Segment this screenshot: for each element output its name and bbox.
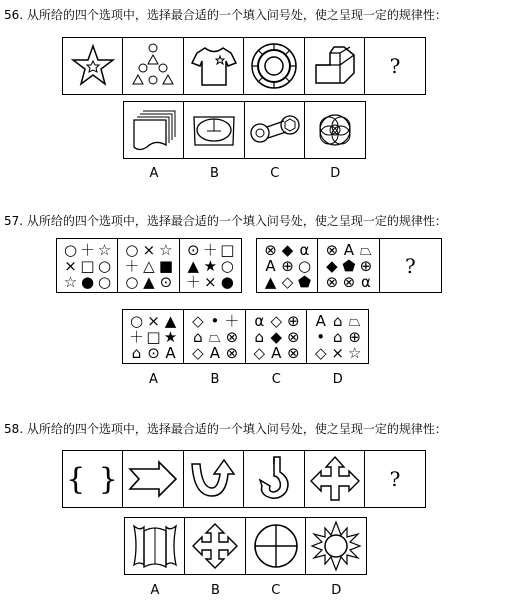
q57-option-a[interactable] [122, 309, 185, 364]
grid-symbol: ☆ [63, 272, 78, 291]
grid-symbol: ▲ [164, 311, 177, 330]
q56-sequence-row [62, 37, 426, 95]
u-turn-arrow-icon [188, 456, 240, 502]
grid-symbol: □ [220, 240, 235, 259]
four-way-arrow-icon [190, 521, 240, 571]
option-label-a: A [150, 583, 160, 598]
q56-cell-tshirt [183, 37, 245, 95]
grid-symbol: ＋ [202, 240, 218, 259]
grid-symbol: ⊗ [342, 272, 356, 291]
option-label-d: D [330, 166, 341, 181]
q58-cell-three-way-arrow [304, 450, 366, 508]
q58-option-c[interactable] [245, 517, 307, 575]
sun-icon [310, 520, 362, 572]
star-icon [70, 43, 116, 89]
grid-symbol: A [315, 311, 326, 330]
grid-symbol: ★ [163, 327, 178, 346]
grid-symbol: □ [146, 327, 161, 346]
grid-symbol: ＋ [185, 272, 201, 291]
grid-symbol: × [204, 272, 217, 291]
grid-symbol: ⏢ [208, 327, 221, 346]
grid-symbol: ■ [158, 256, 173, 275]
stacked-sheets-icon [129, 107, 179, 153]
q56-cell-question [364, 37, 426, 95]
tshirt-icon [189, 43, 239, 89]
three-way-arrow-icon [308, 454, 362, 504]
grid-symbol: ⊗ [287, 343, 300, 362]
q57-option-c[interactable] [245, 309, 308, 364]
grid-symbol: ⊙ [187, 240, 200, 259]
grid-symbol: A [265, 256, 276, 275]
question-mark: ? [404, 253, 416, 278]
q56-cell-solid-block [304, 37, 366, 95]
sink-icon [189, 107, 239, 153]
triangle-circle-pattern-icon [128, 42, 178, 90]
grid-symbol: ○ [63, 240, 78, 259]
grid-symbol: α [360, 272, 371, 291]
q56-option-d[interactable] [304, 101, 366, 159]
q57-option-d[interactable] [306, 309, 369, 364]
grid-symbol: A [271, 343, 282, 362]
grid-symbol: ◆ [270, 327, 283, 346]
grid-symbol: ● [220, 272, 234, 291]
option-label-b: B [210, 372, 220, 387]
option-label-b: B [209, 166, 219, 181]
grid-symbol: ○ [125, 272, 139, 291]
grid-symbol: ⏢ [359, 240, 372, 259]
grid-symbol: ⊕ [287, 311, 300, 330]
hook-icon [252, 454, 296, 504]
grid-symbol: ⏢ [348, 311, 361, 330]
option-label-c: C [270, 166, 280, 181]
grid-symbol: ⊗ [325, 240, 339, 259]
option-label-d: D [332, 372, 343, 387]
question-mark: ? [389, 467, 401, 491]
q57-sequence-row-right [256, 238, 442, 293]
grid-symbol: ○ [129, 311, 144, 330]
circle-cross-icon [251, 521, 301, 571]
question-number: 57. [4, 214, 24, 228]
grid-symbol: ◇ [192, 311, 204, 330]
q58-option-a[interactable] [124, 517, 186, 575]
q57-grid-2 [117, 238, 180, 293]
grid-symbol: α [254, 311, 265, 330]
question-number: 58. [4, 422, 24, 436]
grid-symbol: ○ [220, 256, 234, 275]
grid-symbol: ◆ [281, 240, 294, 259]
interlocking-circles-icon [312, 107, 358, 153]
q58-option-labels [124, 583, 367, 598]
q56-option-labels [123, 166, 366, 181]
question-56-header [4, 6, 447, 23]
q56-option-b[interactable] [183, 101, 245, 159]
q57-options-row [122, 309, 369, 364]
grid-symbol: ＋ [124, 256, 140, 275]
grid-symbol: × [331, 343, 344, 362]
q58-cell-chevron-arrow [122, 450, 184, 508]
q56-cell-triangles-circles [122, 37, 184, 95]
grid-symbol: □ [80, 256, 95, 275]
grid-symbol: ⬟ [297, 272, 312, 291]
grid-symbol: ⬟ [342, 256, 356, 275]
grid-symbol: A [165, 343, 176, 362]
grid-symbol: ⌂ [332, 327, 343, 346]
question-57-header [4, 212, 447, 229]
option-label-a: A [149, 372, 158, 387]
q57-option-labels [122, 372, 369, 387]
q58-option-b[interactable] [184, 517, 246, 575]
q57-option-b[interactable] [183, 309, 246, 364]
grid-symbol: ＋ [79, 240, 95, 259]
grid-symbol: ⊗ [264, 240, 277, 259]
grid-symbol: ⊗ [325, 272, 339, 291]
grid-symbol: ⌂ [332, 311, 343, 330]
grid-symbol: ☆ [347, 343, 362, 362]
option-label-c: C [271, 583, 281, 598]
q57-grid-4 [256, 238, 319, 293]
grid-symbol: ⌂ [193, 327, 203, 346]
option-label-c: C [271, 372, 281, 387]
grid-symbol: ⊙ [159, 272, 173, 291]
grid-symbol: ▲ [187, 256, 200, 275]
curly-braces-icon: { } [66, 461, 120, 497]
grid-symbol: ◇ [253, 343, 266, 362]
question-mark: ? [389, 54, 401, 78]
question-58-header [4, 420, 447, 437]
grid-symbol: ▲ [264, 272, 277, 291]
grid-symbol: × [147, 311, 160, 330]
grid-symbol: ⊗ [225, 343, 239, 362]
question-text: 从所给的四个选项中，选择最合适的一个填入问号处，使之呈现一定的规律性： [26, 214, 447, 228]
grid-symbol: ● [80, 272, 95, 291]
gear-ring-icon [249, 41, 299, 91]
grid-symbol: ○ [97, 272, 112, 291]
grid-symbol: × [142, 240, 156, 259]
q58-cell-hook [243, 450, 305, 508]
q56-option-c[interactable] [244, 101, 306, 159]
grid-symbol: ＋ [128, 327, 144, 346]
q56-option-a[interactable] [123, 101, 185, 159]
q57-cell-question [379, 238, 442, 293]
grid-symbol: ⊕ [281, 256, 294, 275]
grid-symbol: ▲ [143, 272, 155, 291]
grid-symbol: ○ [297, 256, 312, 275]
option-label-d: D [331, 583, 342, 598]
folded-banner-icon [130, 521, 180, 571]
q57-grid-3 [179, 238, 242, 293]
grid-symbol: ★ [203, 256, 218, 275]
q56-cell-star [62, 37, 124, 95]
q56-cell-gear-ring [243, 37, 305, 95]
q58-option-d[interactable] [305, 517, 367, 575]
grid-symbol: ⊗ [287, 327, 300, 346]
3d-block-icon [310, 43, 360, 89]
q58-cell-u-turn-arrow [183, 450, 245, 508]
grid-symbol: × [64, 256, 77, 275]
q57-grid-1 [56, 238, 119, 293]
option-label-b: B [210, 583, 220, 598]
grid-symbol: ⌂ [131, 343, 142, 362]
grid-symbol: ⊗ [225, 327, 239, 346]
question-number: 56. [4, 8, 24, 22]
chevron-arrow-icon [127, 459, 179, 499]
grid-symbol: ⊕ [348, 327, 361, 346]
grid-symbol: ◇ [314, 343, 327, 362]
wrench-icon [248, 107, 302, 153]
grid-symbol: ○ [97, 256, 112, 275]
question-text: 从所给的四个选项中，选择最合适的一个填入问号处，使之呈现一定的规律性： [26, 8, 447, 22]
grid-symbol: • [210, 311, 220, 330]
grid-symbol: • [316, 327, 326, 346]
q58-sequence-row [62, 450, 426, 508]
q57-sequence-row-left [56, 238, 242, 293]
question-text: 从所给的四个选项中，选择最合适的一个填入问号处，使之呈现一定的规律性： [26, 422, 447, 436]
grid-symbol: ○ [125, 240, 139, 259]
grid-symbol: α [299, 240, 310, 259]
q58-cell-question [364, 450, 426, 508]
q58-options-row [124, 517, 367, 575]
grid-symbol: A [343, 240, 355, 259]
grid-symbol: ☆ [97, 240, 112, 259]
grid-symbol: ⌂ [254, 327, 265, 346]
grid-symbol: △ [143, 256, 155, 275]
grid-symbol: ⊙ [147, 343, 160, 362]
grid-symbol: ⊕ [359, 256, 373, 275]
grid-symbol: ＋ [224, 311, 240, 330]
grid-symbol: ◇ [192, 343, 204, 362]
grid-symbol: ◇ [270, 311, 283, 330]
option-label-a: A [149, 166, 159, 181]
grid-symbol: A [209, 343, 221, 362]
grid-symbol: ◆ [326, 256, 338, 275]
grid-symbol: ◇ [281, 272, 294, 291]
grid-symbol: ☆ [159, 240, 173, 259]
q57-grid-5 [317, 238, 380, 293]
q56-options-row [123, 101, 366, 159]
q58-cell-braces [62, 450, 124, 508]
